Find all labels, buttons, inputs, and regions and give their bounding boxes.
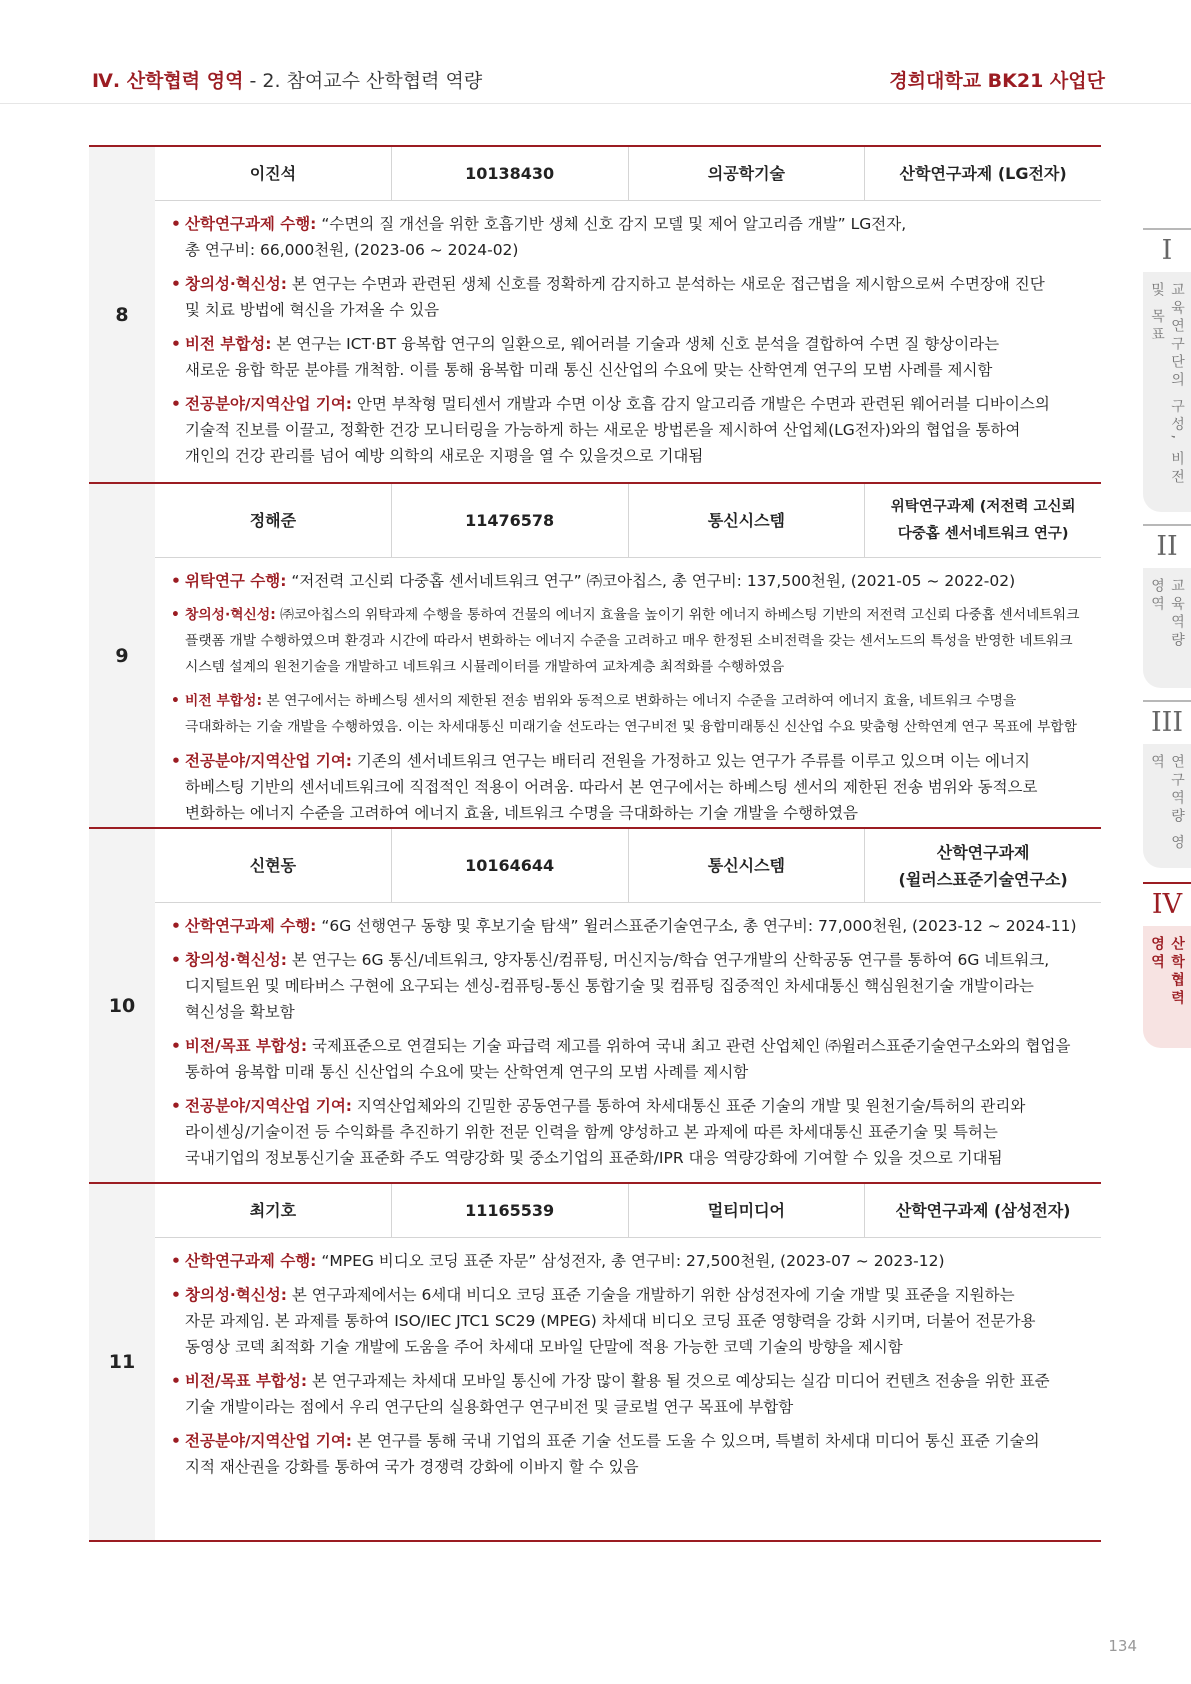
professor-name: 이진석 <box>155 147 392 200</box>
row-content <box>155 147 1101 482</box>
professor-name: 정해준 <box>155 484 392 557</box>
research-field: 통신시스템 <box>629 484 866 557</box>
list-item: • 산학연구과제 수행: “MPEG 비디오 코딩 표준 자문” 삼성전자, 총 연구비: 27,500천원, (2023-07 ~ 2023-12) <box>171 1248 1101 1274</box>
list-item: • 창의성·혁신성: 본 연구는 6G 통신/네트워크, 양자통신/컴퓨팅, 머신지능/학습 연구개발의 산학공동 연구를 통하여 6G 네트워크, 디지털트윈 및 메타버스 구현에 요구되는 센싱-컴퓨팅-통신 통합기술 및 컴퓨팅 집중적인 차세대통신 핵심원천기술 개발이라는 혁신성을 확보함 <box>171 947 1101 1025</box>
page-number: 134 <box>1108 1637 1137 1655</box>
list-item: • 산학연구과제 수행: “수면의 질 개선을 위한 호흡기반 생체 신호 감지 모델 및 제어 알고리즘 개발” LG전자, 총 연구비: 66,000천원, (2023-06 ~ 2024-02) <box>171 211 1101 263</box>
row-number: 11 <box>89 1184 155 1540</box>
bullet-list <box>155 558 1101 838</box>
chapter-label: 교육연구단의 구성, 비전 및 목표 <box>1149 282 1185 488</box>
breadcrumb-section: Ⅳ. 산학협력 영역 <box>92 70 244 92</box>
row-content <box>155 829 1101 1182</box>
researcher-id: 10164644 <box>392 829 629 902</box>
organization-name: 경희대학교 BK21 사업단 <box>889 70 1105 92</box>
list-item: • 위탁연구 수행: “저전력 고신뢰 다중홉 센서네트워크 연구” ㈜코아칩스, 총 연구비: 137,500천원, (2021-05 ~ 2022-02) <box>171 568 1101 594</box>
chapter-tab-4[interactable] <box>1143 882 1191 1048</box>
list-item: • 전공분야/지역산업 기여: 지역산업체와의 긴밀한 공동연구를 통하여 차세대통신 표준 기술의 개발 및 원천기술/특허의 관리와 라이센싱/기술이전 등 수익화를 추진하기 위한 전문 인력을 함께 양성하고 본 과제에 따른 차세대통신 표준기술 및 특허는 국내기업의 정보통신기술 표준화 주도 역량강화 및 중소기업의 표준화/IPR 대응 역량강화에 기여할 수 있을 것으로 기대됨 <box>171 1093 1101 1171</box>
professor-name: 최기호 <box>155 1184 392 1237</box>
row-content <box>155 1184 1101 1540</box>
bullet-list <box>155 201 1101 481</box>
list-item: • 비전 부합성: 본 연구는 ICT·BT 융복합 연구의 일환으로, 웨어러블 기술과 생체 신호 분석을 결합하여 수면 질 향상이라는 새로운 융합 학문 분야를 개척함. 이를 통해 융복합 미래 통신 신산업의 수요에 맞는 산학연계 연구의 모범 사례를 제시함 <box>171 331 1101 383</box>
chapter-numeral: IV <box>1143 884 1191 926</box>
chapter-tab-2[interactable] <box>1143 524 1191 688</box>
list-item: • 창의성·혁신성: 본 연구는 수면과 관련된 생체 신호를 정확하게 감지하고 분석하는 새로운 접근법을 제시함으로써 수면장애 진단 및 치료 방법에 혁신을 가져올 수 있음 <box>171 271 1101 323</box>
chapter-tab-3[interactable] <box>1143 700 1191 868</box>
chapter-numeral: I <box>1143 230 1191 272</box>
researcher-id: 10138430 <box>392 147 629 200</box>
list-item: • 전공분야/지역산업 기여: 안면 부착형 멀티센서 개발과 수면 이상 호흡 감지 알고리즘 개발은 수면과 관련된 웨어러블 디바이스의 기술적 진보를 이끌고, 정확한 건강 모니터링을 가능하게 하는 새로운 방법론을 제시하여 산업체(LG전자)와의 협업을 통하여 개인의 건강 관리를 넘어 예방 의학의 새로운 지평을 열 수 있을것으로 기대됨 <box>171 391 1101 469</box>
list-item: • 창의성·혁신성: 본 연구과제에서는 6세대 비디오 코딩 표준 기술을 개발하기 위한 삼성전자에 기술 개발 및 표준을 지원하는 자문 과제임. 본 과제를 통하여 ISO/IEC JTC1 SC29 (MPEG) 차세대 비디오 코딩 표준 영향력을 강화 시키며, 더불어 전문가용 동영상 코덱 최적화 기술 개발에 도움을 주어 차세대 모바일 단말에 적용 가능한 코덱 기술의 방향을 제시함 <box>171 1282 1101 1360</box>
bullet-list <box>155 903 1101 1183</box>
page-header <box>0 0 1191 104</box>
table-row <box>89 829 1101 1184</box>
row-number: 8 <box>89 147 155 482</box>
chapter-label: 교육역량 영역 <box>1149 578 1185 650</box>
chapter-numeral: II <box>1143 526 1191 568</box>
list-item: • 비전/목표 부합성: 본 연구과제는 차세대 모바일 통신에 가장 많이 활용 될 것으로 예상되는 실감 미디어 컨텐츠 전송을 위한 표준 기술 개발이라는 점에서 우리 연구단의 실용화연구 연구비전 및 글로벌 연구 목표에 부합함 <box>171 1368 1101 1420</box>
list-item: • 전공분야/지역산업 기여: 기존의 센서네트워크 연구는 배터리 전원을 가정하고 있는 연구가 주류를 이루고 있으며 이는 에너지 하베스팅 기반의 센서네트워크에 직접적인 적용이 어려움. 따라서 본 연구에서는 하베스팅 센서의 제한된 전송 범위와 동적으로 변화하는 에너지 수준을 고려하여 에너지 효율, 네트워크 수명을 극대화하는 기술 개발을 수행하였음 <box>171 748 1101 826</box>
project-type: 산학연구과제 (LG전자) <box>899 164 1067 183</box>
research-field: 멀티미디어 <box>629 1184 866 1237</box>
bullet-list <box>155 1238 1101 1492</box>
row-header <box>155 1184 1101 1238</box>
researcher-id: 11165539 <box>392 1184 629 1237</box>
breadcrumb-subsection: - 2. 참여교수 산학협력 역량 <box>243 70 483 92</box>
list-item: • 창의성·혁신성: ㈜코아칩스의 위탁과제 수행을 통하여 건물의 에너지 효율을 높이기 위한 에너지 하베스팅 기반의 저전력 고신뢰 다중홉 센서네트워크 플랫폼 개발 수행하였으며 환경과 시간에 따라서 변화하는 에너지 수준을 고려하고 매우 한정된 소비전력을 갖는 센서노드의 특성을 반영한 네트워크 시스템 설계의 원천기술을 개발하고 네트워크 시뮬레이터를 개발하여 교차계층 최적화를 수행하였음 <box>171 602 1101 680</box>
table-row <box>89 484 1101 829</box>
list-item: • 산학연구과제 수행: “6G 선행연구 동향 및 후보기술 탐색” 윌러스표준기술연구소, 총 연구비: 77,000천원, (2023-12 ~ 2024-11) <box>171 913 1101 939</box>
list-item: • 전공분야/지역산업 기여: 본 연구를 통해 국내 기업의 표준 기술 선도를 도울 수 있으며, 특별히 차세대 미디어 통신 표준 기술의 지적 재산권을 강화를 통하여 국가 경쟁력 강화에 이바지 할 수 있음 <box>171 1428 1101 1480</box>
row-number: 9 <box>89 484 155 827</box>
chapter-label: 연구역량 영역 <box>1149 754 1185 853</box>
table-row <box>89 1184 1101 1542</box>
row-header <box>155 147 1101 201</box>
table-row <box>89 147 1101 484</box>
project-type: 산학연구과제 (삼성전자) <box>895 1201 1071 1220</box>
row-header <box>155 829 1101 903</box>
chapter-numeral: III <box>1143 702 1191 744</box>
list-item: • 비전/목표 부합성: 국제표준으로 연결되는 기술 파급력 제고를 위하여 국내 최고 관련 산업체인 ㈜윌러스표준기술연구소와의 협업을 통하여 융복합 미래 통신 신산업의 수요에 맞는 산학연계 연구의 모범 사례를 제시함 <box>171 1033 1101 1085</box>
research-field: 통신시스템 <box>629 829 866 902</box>
row-number: 10 <box>89 829 155 1182</box>
faculty-table <box>89 145 1101 1542</box>
row-content <box>155 484 1101 827</box>
row-header <box>155 484 1101 558</box>
breadcrumb <box>92 66 482 93</box>
professor-name: 신현동 <box>155 829 392 902</box>
researcher-id: 11476578 <box>392 484 629 557</box>
chapter-tab-1[interactable] <box>1143 228 1191 512</box>
project-type: 위탁연구과제 (저전력 고신뢰 다중홉 센서네트워크 연구) <box>890 498 1076 542</box>
project-type: 산학연구과제 (윌러스표준기술연구소) <box>898 842 1068 889</box>
research-field: 의공학기술 <box>629 147 866 200</box>
chapter-label: 산학협력 영역 <box>1149 936 1185 1008</box>
list-item: • 비전 부합성: 본 연구에서는 하베스팅 센서의 제한된 전송 범위와 동적으로 변화하는 에너지 수준을 고려하여 에너지 효율, 네트워크 수명을 극대화하는 기술 개발을 수행하였음. 이는 차세대통신 미래기술 선도라는 연구비전 및 융합미래통신 신산업 수요 맞춤형 산학연계 연구 목표에 부합함 <box>171 688 1101 740</box>
